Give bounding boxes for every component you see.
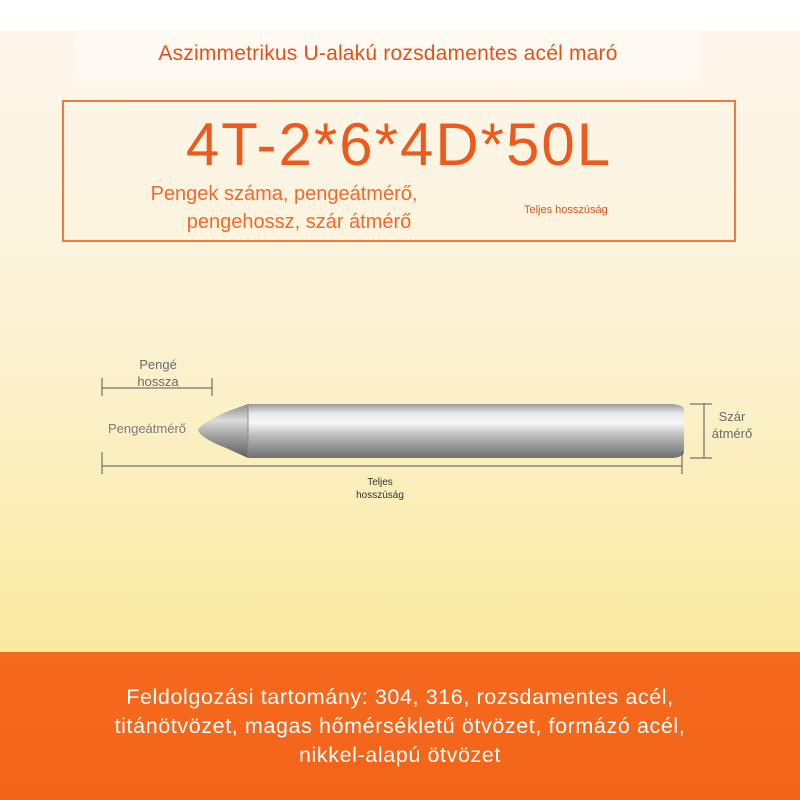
spec-code: 4T-2*6*4D*50L xyxy=(185,111,613,178)
processing-range-line2: titánötvözet, magas hőmérsékletű ötvözet, formázó acél, xyxy=(114,713,686,738)
title-banner xyxy=(78,30,698,78)
blade-diameter-label: Pengeátmérő xyxy=(107,421,187,436)
spec-box xyxy=(62,100,736,242)
processing-range-text xyxy=(30,683,770,770)
total-length-label: Teljes hosszúság xyxy=(356,477,404,501)
tool-diagram xyxy=(0,340,800,520)
blade-length-label: Pengé hossza xyxy=(137,357,179,389)
processing-range-line1: Feldolgozási tartomány: 304, 316, rozsdamentes acél, xyxy=(126,684,674,709)
blade-tip xyxy=(198,404,248,458)
spec-total-length-note: Teljes hosszúság xyxy=(524,204,608,216)
shank-diameter-label: Szár átmérő xyxy=(711,409,753,441)
top-strip xyxy=(0,0,800,30)
product-title: Aszimmetrikus U-alakú rozsdamentes acél maró xyxy=(158,42,618,65)
spec-description xyxy=(124,180,444,236)
spec-description-line1: Pengek száma, pengeátmérő, xyxy=(150,183,418,205)
processing-range-line3: nikkel-alapú ötvözet xyxy=(298,742,502,767)
spec-description-line2: pengehossz, szár átmérő xyxy=(186,211,412,233)
processing-range-banner xyxy=(0,652,800,800)
shank xyxy=(248,404,684,458)
